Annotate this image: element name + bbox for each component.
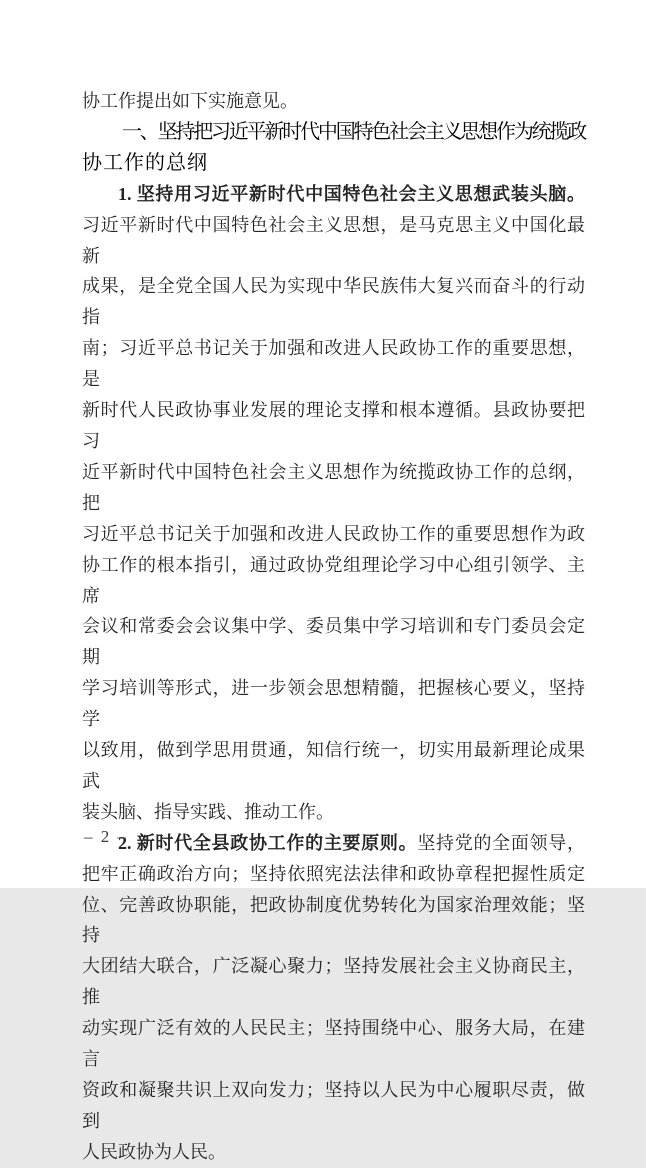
body-text: 南；习近平总书记关于加强和改进人民政协工作的重要思想，是 — [82, 338, 585, 390]
body-text: 以致用，做到学思用贯通，知信行统一，切实用最新理论成果武 — [82, 740, 585, 791]
body-text: 大团结大联合，广泛凝心聚力；坚持发展社会主义协商民主，推 — [82, 956, 585, 1008]
text-line — [82, 271, 585, 333]
text-line — [82, 1137, 585, 1168]
body-text: 习近平新时代中国特色社会主义思想，是马克思主义中国化最新 — [82, 214, 585, 266]
text-line — [82, 333, 585, 395]
text-line — [82, 673, 585, 735]
body-text: 动实现广泛有效的人民民主；坚持围绕中心、服务大局，在建言 — [82, 1018, 585, 1070]
heading-line — [82, 148, 585, 179]
text-line — [82, 395, 585, 457]
body-text: 学习培训等形式，进一步领会思想精髓，把握核心要义，坚持学 — [82, 678, 585, 730]
text-line — [82, 179, 585, 210]
body-text: 把牢正确政治方向；坚持依照宪法法律和政协章程把握性质定 — [82, 863, 585, 884]
text-line — [82, 86, 585, 117]
text-line — [82, 1075, 585, 1137]
body-text: 坚持党的全面领导， — [417, 832, 586, 853]
heading-line — [82, 117, 585, 148]
body-text: 成果，是全党全国人民为实现中华民族伟大复兴而奋斗的行动指 — [82, 276, 585, 328]
text-line — [82, 951, 585, 1013]
body-text: 位、完善政协职能，把政协制度优势转化为国家治理效能；坚持 — [82, 894, 585, 946]
page-number: – 2 – — [84, 827, 128, 846]
body-text: 近平新时代中国特色社会主义思想作为统揽政协工作的总纲，把 — [82, 461, 585, 513]
body-text: 人民政协为人民。 — [82, 1141, 226, 1162]
body-text: 一、坚持把习近平新时代中国特色社会主义思想作为统揽政 — [122, 120, 585, 143]
body-text: 会议和常委会会议集中学、委员集中学习培训和专门委员会定期 — [82, 616, 585, 668]
text-line — [82, 611, 585, 673]
text-line — [82, 859, 585, 890]
text-line — [82, 890, 585, 952]
emphasis-text: 1. 坚持用习近平新时代中国特色社会主义思想武装头脑。 — [118, 183, 585, 204]
text-line — [82, 1013, 585, 1075]
text-line — [82, 797, 585, 828]
body-text: 装头脑、指导实践、推动工作。 — [82, 801, 334, 822]
text-line — [82, 550, 585, 612]
body-text: 习近平总书记关于加强和改进人民政协工作的重要思想作为政 — [82, 523, 585, 544]
text-line — [82, 735, 585, 797]
text-line — [82, 519, 585, 550]
body-text: 新时代人民政协事业发展的理论支撑和根本遵循。县政协要把习 — [82, 400, 585, 451]
emphasis-text: 2. 新时代全县政协工作的主要原则。 — [118, 832, 418, 853]
text-line — [82, 457, 585, 519]
document-text-block — [82, 86, 585, 1168]
body-text: 资政和凝聚共识上双向发力；坚持以人民为中心履职尽责，做到 — [82, 1080, 585, 1131]
text-line — [82, 210, 585, 272]
body-text: 协工作的根本指引，通过政协党组理论学习中心组引领学、主席 — [82, 554, 585, 606]
text-line — [82, 828, 585, 859]
body-text: 协工作的总纲 — [82, 151, 208, 174]
body-text: 协工作提出如下实施意见。 — [82, 91, 298, 111]
